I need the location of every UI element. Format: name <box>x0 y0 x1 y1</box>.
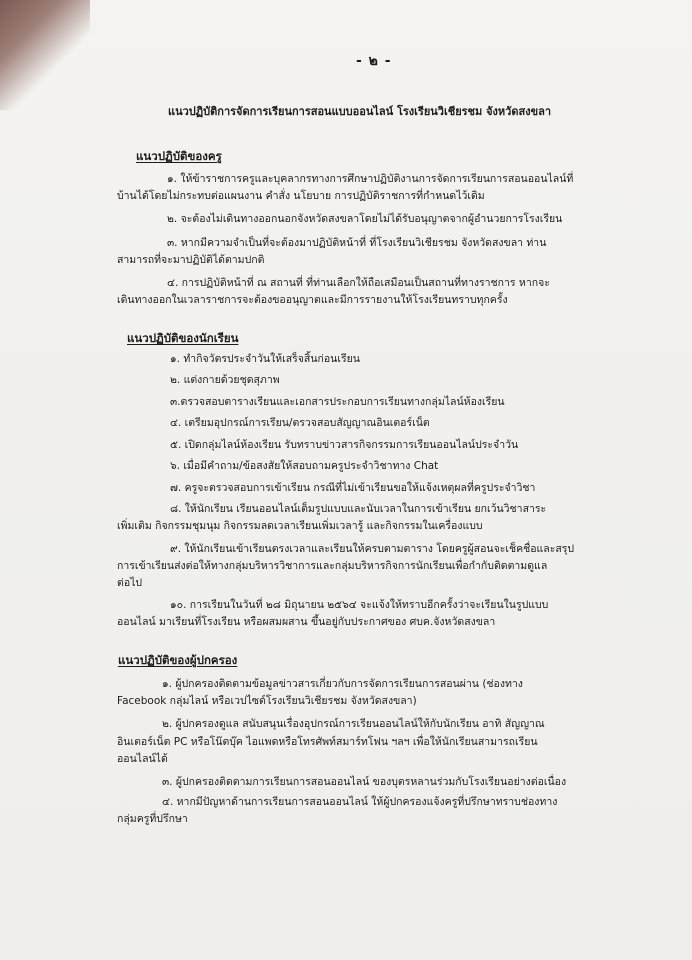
parents-line-2: Facebook กลุ่มไลน์ หรือเวปไซต์โรงเรียนวิเชียรชม จังหวัดสงขลา) <box>117 695 417 707</box>
page-corner-shadow <box>0 0 90 110</box>
parents-line-5: ออนไลน์ได้ <box>117 753 168 765</box>
document-title: แนวปฏิบัติการจัดการเรียนการสอนแบบออนไลน์ โรงเรียนวิเชียรชม จังหวัดสงขลา <box>168 105 552 118</box>
students-heading: แนวปฏิบัติของนักเรียน <box>127 331 239 345</box>
students-line-9: เพิ่มเติม กิจกรรมชุมนุม กิจกรรมลดเวลาเรียนเพิ่มเวลารู้ และกิจกรรมในเครื่องแบบ <box>117 520 483 532</box>
students-line-13: ๑๐. การเรียนในวันที่ ๒๘ มิถุนายน ๒๕๖๔ จะแจ้งให้ทราบอีกครั้งว่าจะเรียนในรูปแบบ <box>170 599 549 611</box>
parents-line-6: ๓. ผู้ปกครองติดตามการเรียนการสอนออนไลน์ ของบุตรหลานร่วมกับโรงเรียนอย่างต่อเนื่อง <box>162 776 567 788</box>
teachers-line-5: สามารถที่จะมาปฏิบัติได้ตามปกติ <box>117 254 265 266</box>
teachers-line-7: เดินทางออกในเวลาราชการจะต้องขออนุญาตและมีการรายงานให้โรงเรียนทราบทุกครั้ง <box>117 294 508 306</box>
page-number: - ๒ - <box>356 53 392 69</box>
teachers-heading: แนวปฏิบัติของครู <box>136 149 222 163</box>
students-line-11: การเข้าเรียนส่งต่อให้ทางกลุ่มบริหารวิชาการและกลุ่มบริหารกิจการนักเรียนเพื่อกำกับติดตามดูแล <box>117 560 548 572</box>
students-line-6: ๖. เมื่อมีคำถาม/ข้อสงสัยให้สอบถามครูประจำวิชาทาง Chat <box>170 460 439 472</box>
students-line-7: ๗. ครูจะตรวจสอบการเข้าเรียน กรณีที่ไม่เข้าเรียนขอให้แจ้งเหตุผลที่ครูประจำวิชา <box>170 482 536 494</box>
parents-line-7: ๔. หากมีปัญหาด้านการเรียนการสอนออนไลน์ ให้ผู้ปกครองแจ้งครูที่ปรึกษาทราบช่องทาง <box>162 796 558 808</box>
parents-line-4: อินเตอร์เน็ต PC หรือโน๊ตบุ๊ค ไอแพดหรือโทรศัพท์สมาร์ทโฟน ฯลฯ เพื่อให้นักเรียนสามารถเรียน <box>117 736 538 748</box>
students-line-5: ๕. เปิดกลุ่มไลน์ห้องเรียน รับทราบข่าวสารกิจกรรมการเรียนออนไลน์ประจำวัน <box>170 439 519 451</box>
students-line-14: ออนไลน์ มาเรียนที่โรงเรียน หรือผสมผสาน ขึ้นอยู่กับประกาศของ ศบค.จังหวัดสงขลา <box>117 616 496 628</box>
students-line-4: ๔. เตรียมอุปกรณ์การเรียน/ตรวจสอบสัญญาณอินเตอร์เน็ต <box>170 417 430 429</box>
parents-line-8: กลุ่มครูที่ปรึกษา <box>117 813 188 825</box>
teachers-line-2: บ้านได้โดยไม่กระทบต่อแผนงาน คำสั่ง นโยบาย การปฏิบัติราชการที่กำหนดไว้เดิม <box>117 190 485 202</box>
parents-line-3: ๒. ผู้ปกครองดูแล สนับสนุนเรื่องอุปกรณ์การเรียนออนไลน์ให้กับนักเรียน อาทิ สัญญาณ <box>162 718 545 730</box>
parents-heading: แนวปฏิบัติของผู้ปกครอง <box>118 653 238 667</box>
students-line-2: ๒. แต่งกายด้วยชุดสุภาพ <box>170 374 280 386</box>
students-line-3: ๓.ตรวจสอบตารางเรียนและเอกสารประกอบการเรียนทางกลุ่มไลน์ห้องเรียน <box>170 396 505 408</box>
teachers-line-3: ๒. จะต้องไม่เดินทางออกนอกจังหวัดสงขลาโดยไม่ได้รับอนุญาตจากผู้อำนวยการโรงเรียน <box>167 213 563 225</box>
students-line-10: ๙. ให้นักเรียนเข้าเรียนตรงเวลาและเรียนให้ครบตามตาราง โดยครูผู้สอนจะเช็คชื่อและสรุป <box>170 543 575 555</box>
students-line-12: ต่อไป <box>117 577 143 589</box>
parents-line-1: ๑. ผู้ปกครองติดตามข้อมูลข่าวสารเกี่ยวกับการจัดการเรียนการสอนผ่าน (ช่องทาง <box>162 678 523 690</box>
teachers-line-1: ๑. ให้ข้าราชการครูและบุคลากรทางการศึกษาปฏิบัติงานการจัดการเรียนการสอนออนไลน์ที่ <box>167 173 574 185</box>
teachers-line-6: ๔. การปฏิบัติหน้าที่ ณ สถานที่ ที่ท่านเลือกให้ถือเสมือนเป็นสถานที่ทางราชการ หากจะ <box>167 277 550 289</box>
teachers-line-4: ๓. หากมีความจำเป็นที่จะต้องมาปฏิบัติหน้าที่ ที่โรงเรียนวิเชียรชม จังหวัดสงขลา ท่าน <box>167 237 547 249</box>
students-line-1: ๑. ทำกิจวัตรประจำวันให้เสร็จสิ้นก่อนเรียน <box>170 353 360 365</box>
students-line-8: ๘. ให้นักเรียน เรียนออนไลน์เต็มรูปแบบและนับเวลาในการเข้าเรียน ยกเว้นวิชาสาระ <box>170 503 547 515</box>
